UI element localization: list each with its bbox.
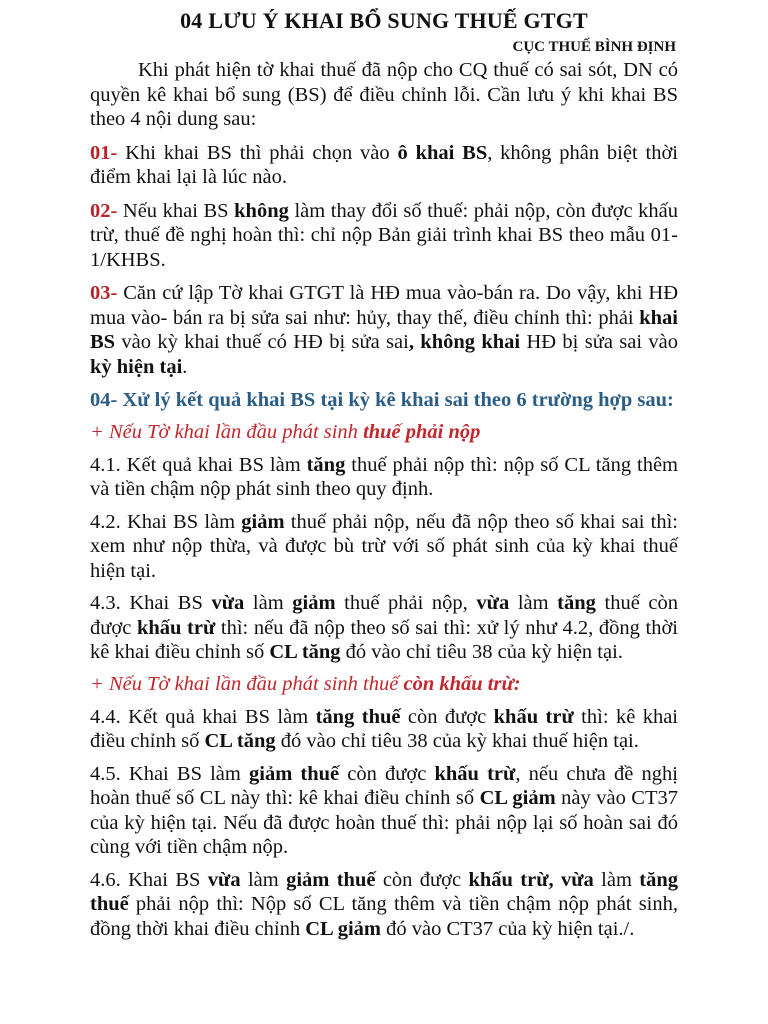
subitem-4-5-bold-3: CL giảm <box>479 787 556 809</box>
subitem-4-1-bold: tăng <box>306 453 346 476</box>
item-01-text-2: , không phân biệt thời điểm khai lại là lúc nào. <box>90 141 678 188</box>
subitem-4-6-bold: vừa <box>207 868 241 891</box>
item-01-text: Khi khai BS thì phải chọn vào <box>117 141 398 164</box>
subitem-4-1-text: 4.1. Kết quả khai BS làm <box>90 453 307 476</box>
subitem-4-3-bold: vừa <box>211 592 245 614</box>
document-title: 04 LƯU Ý KHAI BỔ SUNG THUẾ GTGT <box>180 8 588 33</box>
subitem-4-3-text-7: đó vào chỉ tiêu 38 của kỳ hiện tại. <box>340 641 623 663</box>
subitem-4-1-text-2: thuế phải nộp thì: nộp số CL tăng thêm và tiền chậm nộp phát sinh theo quy định. <box>90 453 678 500</box>
subitem-4-6-bold-4: tăng thuế <box>90 868 679 915</box>
subitem-4-3-bold-4: tăng <box>557 592 596 614</box>
item-02-text: Nếu khai BS <box>117 199 235 222</box>
case-heading-deductible <box>90 671 678 697</box>
subitem-4-3-text-3: thuế phải nộp, <box>335 592 477 614</box>
subitem-4-3-text-4: làm <box>509 592 558 614</box>
item-03-text-3: HĐ bị sửa sai vào <box>520 331 678 353</box>
subitem-4-3-text-5: thuế còn được <box>90 592 678 639</box>
subitem-4-2 <box>90 510 678 584</box>
item-03-text: Căn cứ lập Tờ khai GTGT là HĐ mua vào-bán ra. Do vậy, khi HĐ mua vào- bán ra bị sửa sai như: hủy, thay thế, điều chỉnh thì: phải <box>90 282 678 329</box>
subitem-4-3-text-6: thì: nếu đã nộp theo số sai thì: xử lý như 4.2, đồng thời kê khai điều chỉnh số <box>90 616 678 663</box>
subitem-4-5-text-3: , nếu chưa đề nghị hoàn thuế số CL này thì: kê khai điều chỉnh số <box>90 762 678 809</box>
subitem-4-6-text-3: còn được <box>375 868 469 891</box>
subitem-4-3-text-2: làm <box>244 592 293 614</box>
item-03-number: 03- <box>90 282 118 304</box>
case-heading-tax-payable-bold: thuế phải nộp <box>363 420 481 443</box>
subitem-4-4-text: 4.4. Kết quả khai BS làm <box>90 705 316 728</box>
case-heading-deductible-bold: còn khấu trừ: <box>403 672 521 695</box>
subitem-4-4-bold: tăng thuế <box>315 705 401 728</box>
case-heading-tax-payable <box>90 419 678 445</box>
item-03-bold-3: kỳ hiện tại <box>90 355 183 378</box>
subitem-4-2-bold: giảm <box>241 510 285 533</box>
subitem-4-3-text: 4.3. Khai BS <box>90 592 212 614</box>
subitem-4-5-bold-2: khấu trừ <box>434 762 516 785</box>
subitem-4-6-bold-5: CL giảm <box>305 917 381 940</box>
item-03-text-4: . <box>182 355 188 378</box>
subitem-4-4-text-3: thì: kê khai điều chỉnh số <box>90 705 679 752</box>
subitem-4-2-text: 4.2. Khai BS làm <box>90 510 242 533</box>
subitem-4-5-text-2: còn được <box>339 762 435 785</box>
subitem-4-6 <box>90 868 678 942</box>
case-heading-deductible-prefix: + Nếu Tờ khai lần đầu phát sinh thuế <box>90 672 404 695</box>
subitem-4-3-bold-6: CL tăng <box>269 641 341 663</box>
subitem-4-3 <box>90 591 678 665</box>
issuing-organization: CỤC THUẾ BÌNH ĐỊNH <box>512 39 676 55</box>
item-02-text-2: làm thay đổi số thuế: phải nộp, còn được khấu trừ, thuế đề nghị hoàn thì: chỉ nộp Bản giải trình khai BS theo mẫu 01-1/KHBS. <box>90 199 678 271</box>
subitem-4-5-text: 4.5. Khai BS làm <box>90 762 249 785</box>
subitem-4-3-bold-5: khấu trừ <box>136 616 216 639</box>
subitem-4-6-bold-2: giảm thuế <box>286 868 376 891</box>
subitem-4-5-bold: giảm thuế <box>249 762 340 785</box>
subitem-4-5 <box>90 762 678 860</box>
item-03-bold-2: , không khai <box>408 331 521 353</box>
subitem-4-1 <box>90 453 678 502</box>
subitem-4-6-text: 4.6. Khai BS <box>90 868 208 891</box>
subitem-4-4-text-4: đó vào chỉ tiêu 38 của kỳ khai thuế hiện tại. <box>275 730 639 752</box>
subitem-4-6-bold-3: khấu trừ, vừa <box>468 868 594 891</box>
subitem-4-2-text-2: thuế phải nộp, nếu đã nộp theo số khai sai thì: xem như nộp thừa, và được bù trừ với số phát sinh của kỳ khai thuế hiện tại. <box>90 510 678 582</box>
item-03-text-2: vào kỳ khai thuế có HĐ bị sửa sai <box>115 331 409 353</box>
item-01 <box>90 141 678 190</box>
subitem-4-6-text-6: đó vào CT37 của kỳ hiện tại./. <box>381 917 635 940</box>
subitem-4-3-bold-2: giảm <box>292 592 336 614</box>
subitem-4-3-bold-3: vừa <box>476 592 510 614</box>
item-02 <box>90 199 678 273</box>
subitem-4-4-bold-2: khấu trừ <box>493 705 574 728</box>
item-02-number: 02- <box>90 199 118 222</box>
case-heading-tax-payable-prefix: + Nếu Tờ khai lần đầu phát sinh <box>90 420 364 443</box>
subitem-4-4-text-2: còn được <box>400 705 494 728</box>
item-03-bold: khai BS <box>90 306 678 353</box>
subitem-4-6-text-5: phải nộp thì: Nộp số CL tăng thêm và tiền chậm nộp phát sinh, đồng thời khai điều chỉnh <box>90 893 678 940</box>
intro-paragraph: Khi phát hiện tờ khai thuế đã nộp cho CQ thuế có sai sót, DN có quyền kê khai bổ sung (BS) để điều chỉnh lỗi. Cần lưu ý khi khai BS theo 4 nội dung sau: <box>90 59 678 130</box>
subitem-4-6-text-2: làm <box>240 868 287 891</box>
subitem-4-6-text-4: làm <box>593 868 640 891</box>
subitem-4-4-bold-3: CL tăng <box>204 730 276 752</box>
item-01-bold: ô khai BS <box>397 141 488 164</box>
item-04-heading: 04- Xử lý kết quả khai BS tại kỳ kê khai sai theo 6 trường hợp sau: <box>90 389 674 411</box>
subitem-4-5-text-4: này vào CT37 của kỳ hiện tại. Nếu đã được hoàn thuế thì: phải nộp lại số hoàn sai đó cùng với tiền chậm nộp. <box>90 787 678 858</box>
subitem-4-4 <box>90 705 678 754</box>
item-03 <box>90 281 678 379</box>
item-02-bold: không <box>234 199 289 222</box>
item-01-number: 01- <box>90 141 118 164</box>
